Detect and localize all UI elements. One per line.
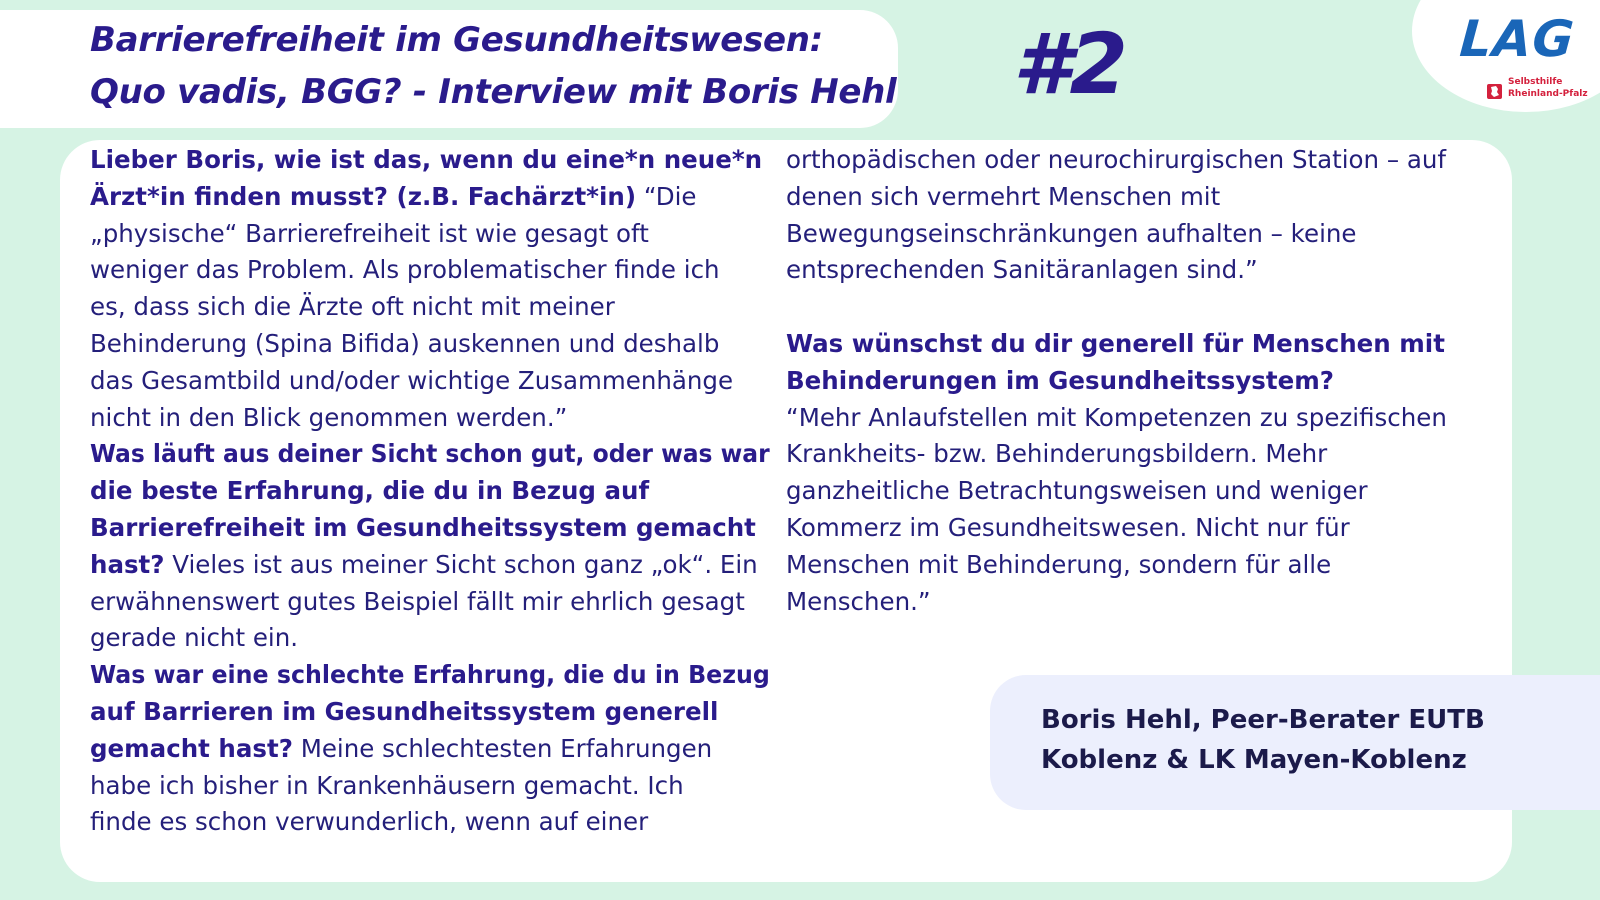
interview-question-text: Barrierefreiheit im Gesundheitssystem gemacht: [90, 513, 756, 542]
left-column-line: [90, 698, 718, 726]
interview-answer-text: Menschen mit Behinderung, sondern für alle: [786, 549, 1332, 579]
left-column-line: [90, 735, 712, 763]
right-column-line: [786, 551, 1331, 579]
interview-answer-text: weniger das Problem. Als problematischer finde ich: [90, 255, 720, 285]
left-column-line: [90, 588, 745, 616]
interview-answer-text: Bewegungseinschränkungen aufhalten – keine: [786, 218, 1357, 248]
interview-answer-text: ganzheitliche Betrachtungsweisen und weniger: [786, 476, 1368, 506]
right-column-line: [786, 256, 1258, 284]
interview-answer-text: Meine schlechtesten Erfahrungen: [292, 733, 713, 763]
interview-question-text: gemacht hast?: [90, 733, 293, 763]
interview-answer-text: nicht in den Blick genommen werden.”: [90, 402, 568, 432]
left-column-line: [90, 404, 567, 432]
interview-answer-text: „physische“ Barrierefreiheit ist wie gesagt oft: [90, 218, 649, 248]
author-caption-box: [990, 675, 1600, 810]
right-column-line: [786, 183, 1220, 211]
left-column-line: [90, 293, 615, 321]
left-column-line: [90, 477, 649, 505]
left-column-line: [90, 624, 298, 652]
logo-subtitle-2: Rheinland-Pfalz: [1508, 89, 1588, 99]
interview-answer-text: “Die: [636, 181, 697, 211]
author-caption-line-2: Koblenz & LK Mayen-Koblenz: [1041, 745, 1467, 775]
interview-question-text: Behinderungen im Gesundheitssystem?: [786, 365, 1334, 395]
episode-number: #2: [1013, 15, 1126, 113]
interview-answer-text: es, dass sich die Ärzte oft nicht mit meiner: [90, 292, 615, 322]
interview-question-text: Was war eine schlechte Erfahrung, die du in Bezug: [90, 660, 770, 690]
interview-question-text: Was wünschst du dir generell für Menschen mit: [786, 329, 1445, 358]
author-caption-line-1: Boris Hehl, Peer-Berater EUTB: [1041, 705, 1485, 735]
left-column-line: [90, 330, 719, 358]
left-column-line: [90, 183, 697, 211]
right-column-line: [786, 514, 1350, 542]
left-column-line: [90, 256, 720, 284]
left-column-line: [90, 220, 649, 248]
interview-answer-text: finde es schon verwunderlich, wenn auf einer: [90, 807, 649, 837]
interview-question-text: Was läuft aus deiner Sicht schon gut, oder was war: [90, 439, 770, 469]
right-column-line: [786, 404, 1447, 432]
interview-answer-text: Behinderung (Spina Bifida) auskennen und deshalb: [90, 329, 720, 358]
interview-answer-text: Menschen.”: [786, 586, 931, 616]
interview-answer-text: erwähnenswert gutes Beispiel fällt mir ehrlich gesagt: [90, 586, 745, 616]
left-column-line: [90, 146, 762, 174]
title-line-1: Barrierefreiheit im Gesundheitswesen:: [90, 20, 823, 60]
interview-answer-text: das Gesamtbild und/oder wichtige Zusammenhänge: [90, 365, 734, 395]
left-column-line: [90, 367, 733, 395]
right-column-line: [786, 440, 1327, 468]
interview-answer-text: “Mehr Anlaufstellen mit Kompetenzen zu spezifischen: [786, 402, 1447, 432]
interview-answer-text: denen sich vermehrt Menschen mit: [786, 181, 1221, 211]
interview-answer-text: gerade nicht ein.: [90, 623, 299, 653]
interview-question-text: auf Barrieren im Gesundheitssystem generell: [90, 697, 719, 726]
right-column-line: [786, 330, 1445, 358]
logo-subtitle-1: Selbsthilfe: [1508, 77, 1563, 87]
right-column-line: [786, 220, 1356, 248]
lag-logo: LAG: [1457, 10, 1577, 68]
interview-question-text: Ärzt*in finden musst? (z.B. Fachärzt*in): [90, 181, 637, 211]
interview-answer-text: Kommerz im Gesundheitswesen. Nicht nur für: [786, 513, 1350, 542]
interview-answer-text: Krankheits- bzw. Behinderungsbildern. Mehr: [786, 439, 1328, 469]
right-column-line: [786, 588, 931, 616]
right-column-line: [786, 367, 1334, 395]
right-column-line: [786, 146, 1446, 174]
left-column-line: [90, 661, 770, 689]
left-column-line: [90, 514, 756, 542]
right-column-line: [786, 477, 1368, 505]
left-column-line: [90, 772, 684, 800]
rlp-map-icon: [1487, 84, 1502, 99]
interview-answer-text: entsprechenden Sanitäranlagen sind.”: [786, 255, 1258, 285]
title-line-2: Quo vadis, BGG? - Interview mit Boris Hehl: [90, 72, 897, 112]
left-column-line: [90, 440, 770, 468]
left-column-line: [90, 808, 648, 836]
interview-answer-text: Vieles ist aus meiner Sicht schon ganz „ok“. Ein: [164, 549, 758, 579]
left-column-line: [90, 551, 758, 579]
interview-answer-text: habe ich bisher in Krankenhäusern gemacht. Ich: [90, 770, 684, 800]
interview-answer-text: orthopädischen oder neurochirurgischen Station – auf: [786, 145, 1447, 174]
interview-question-text: die beste Erfahrung, die du in Bezug auf: [90, 476, 650, 506]
interview-question-text: Lieber Boris, wie ist das, wenn du eine*n neue*n: [90, 145, 763, 174]
interview-question-text: hast?: [90, 549, 165, 579]
